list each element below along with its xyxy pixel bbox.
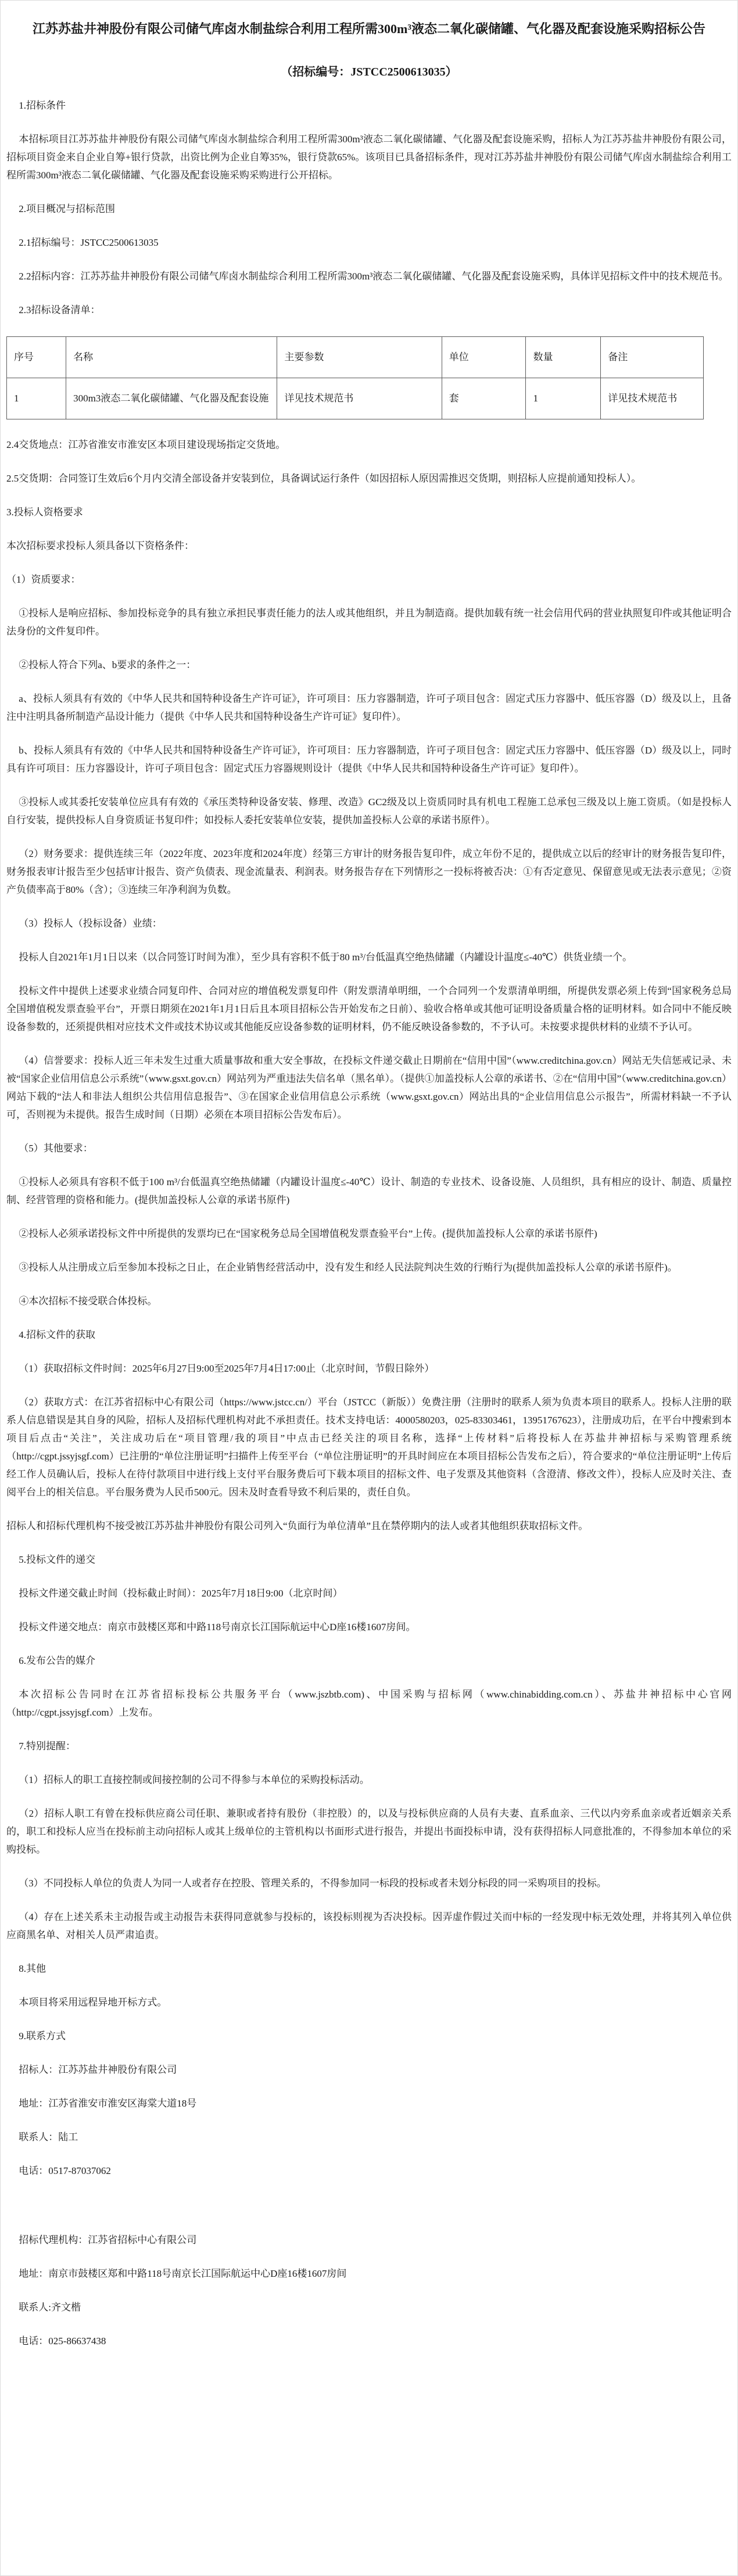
qualification-item-2b: b、投标人须具有有效的《中华人民共和国特种设备生产许可证》，许可项目：压力容器制造，许可子项目包含：固定式压力容器中、低压容器（D）级及以上，同时具有许可项目：压力容器设计，许可子项目包含：固定式压力容器规则设计（提供《中华人民共和国特种设备生产许可证》复印件）。 bbox=[6, 745, 732, 774]
qualification-item-3: ③投标人或其委托安装单位应具有有效的《承压类特种设备安装、修理、改造》GC2级及以上资质同时具有机电工程施工总承包三级及以上施工资质。（如是投标人自行安装，提供投标人自身资质证书复印件；如投标人委托安装单位安装，提供加盖投标人公章的承诺书原件）。 bbox=[6, 797, 732, 826]
reminder-1: （1）招标人的职工直接控制或间接控制的公司不得参与本单位的采购投标活动。 bbox=[19, 1774, 370, 1785]
financial-requirement: （2）财务要求：提供连续三年（2022年度、2023年度和2024年度）经第三方审计的财务报告复印件，成立年份不足的，提供成立以后的经审计的财务报告复印件，财务报表审计报告至少包括审计报告、资产负债表、现金流量表、利润表。财务报告存在下列情形之一投标将被否决：①有否定意见、保留意见或无法表示意见；②资产负债率高于80%（含）；③连续三年净利润为负数。 bbox=[6, 848, 732, 895]
document-obtain-method: （2）获取方式：在江苏省招标中心有限公司（https://www.jstcc.cn/）平台（JSTCC（新版））免费注册（注册时的联系人须为负责本项目的联系人。投标人注册的联系人信息错误是其自身的风险，招标人及招标代理机构对此不承担责任。技术支持电话：4000580203，025-83303461，13951767623），注册成功后，在平台中搜索到本项目后点击“关注”，关注成功后在“项目管理/我的项目”中点击已经关注的项目名称，选择“上传材料”后将投标人在苏盐井神招标与采购管理系统（http://cgpt.jssyjsgf.com）已注册的“单位注册证明”扫描件上传至平台（“单位注册证明”的开具时间应在本项目招标公告发布之后），符合要求的“单位注册证明”上传后经工作人员确认后，投标人在待付款项目中进行线上支付平台服务费后可下载本项目的招标文件、电子发票及其他资料（含澄清、修改文件），投标人应及时关注、查阅平台上的相关信息。平台服务费为人民币500元。因未及时查看导致不利后果的，责任自负。 bbox=[6, 1397, 732, 1498]
other-requirement-1: ①投标人必须具有容积不低于100 m³/台低温真空绝热储罐（内罐设计温度≤-40℃）设计、制造的专业技术、设备设施、人员组织，具有相应的设计、制造、质量控制、经营管理的资格和能力。(提供加盖投标人公章的承诺书原件) bbox=[6, 1176, 732, 1206]
reminder-2: （2）招标人职工有曾在投标供应商公司任职、兼职或者持有股份（非控股）的，以及与投标供应商的人员有夫妻、直系血亲、三代以内旁系血亲或者近姻亲关系的，职工和投标人应当在投标前主动向招标人或其上级单位的主管机构以书面形式进行报告，并提出书面投标申请，没有获得招标人同意批准的，不得参加本单位的采购投标。 bbox=[6, 1808, 732, 1855]
performance-requirement-label: （3）投标人（投标设备）业绩： bbox=[19, 918, 162, 929]
document-content bbox=[6, 96, 732, 2350]
qualification-item-2: ②投标人符合下列a、b要求的条件之一： bbox=[19, 659, 196, 670]
bid-submission-deadline: 投标文件递交截止时间（投标截止时间）：2025年7月18日9:00（北京时间） bbox=[19, 1588, 343, 1599]
agency-phone: 电话：025-86637438 bbox=[19, 2335, 106, 2347]
section-1-heading: 1.招标条件 bbox=[19, 100, 66, 111]
reminder-4: （4）存在上述关系未主动报告或主动报告未获得同意就参与投标的，该投标则视为否决投标。因弄虚作假过关而中标的一经发现中标无效处理，并将其列入单位供应商黑名单、对相关人员严肃追责。 bbox=[6, 1911, 732, 1940]
tenderer-name: 招标人：江苏苏盐井神股份有限公司 bbox=[19, 2064, 177, 2075]
tender-conditions-paragraph: 本招标项目江苏苏盐井神股份有限公司储气库卤水制盐综合利用工程所需300m³液态二氧化碳储罐、气化器及配套设施采购，招标人为江苏苏盐井神股份有限公司，招标项目资金来自企业自筹+银行贷款，出资比例为企业自筹35%，银行贷款65%。该项目已具备招标条件，现对江苏苏盐井神股份有限公司储气库卤水制盐综合利用工程所需300m³液态二氧化碳储罐、气化器及配套设施采购采购进行公开招标。 bbox=[6, 134, 732, 181]
qualification-requirement-label: （1）资质要求： bbox=[6, 574, 81, 585]
column-header: 主要参数 bbox=[277, 337, 442, 378]
reminder-3: （3）不同投标人单位的负责人为同一人或者存在控股、管理关系的，不得参加同一标段的投标或者未划分标段的同一采购项目的投标。 bbox=[19, 1878, 607, 1889]
delivery-period: 2.5交货期：合同签订生效后6个月内交清全部设备并安装到位，具备调试运行条件（如因招标人原因需推迟交货期，则招标人应提前通知投标人）。 bbox=[6, 473, 642, 484]
column-header: 单位 bbox=[442, 337, 526, 378]
section-6-heading: 6.发布公告的媒介 bbox=[19, 1655, 95, 1666]
other-requirement-2: ②投标人必须承诺投标文件中所提供的发票均已在“国家税务总局全国增值税发票查验平台”上传。(提供加盖投标人公章的承诺书原件) bbox=[19, 1228, 597, 1239]
table-cell: 1 bbox=[526, 378, 601, 419]
tender-number: 2.1招标编号：JSTCC2500613035 bbox=[19, 237, 159, 248]
section-7-heading: 7.特别提醒： bbox=[19, 1741, 76, 1752]
section-5-heading: 5.投标文件的递交 bbox=[19, 1554, 95, 1565]
qualification-item-1: ①投标人是响应招标、参加投标竞争的具有独立承担民事责任能力的法人或其他组织，并且为制造商。提供加载有统一社会信用代码的营业执照复印件或其他证明合法身份的文件复印件。 bbox=[6, 608, 732, 637]
section-3-heading: 3.投标人资格要求 bbox=[6, 507, 83, 518]
table-header-row bbox=[7, 337, 704, 378]
tender-number-subtitle: （招标编号：JSTCC2500613035） bbox=[281, 66, 457, 78]
section-8-heading: 8.其他 bbox=[19, 1963, 46, 1974]
blacklist-note: 招标人和招标代理机构不接受被江苏苏盐井神股份有限公司列入“负面行为单位清单”且在禁停期内的法人或者其他组织获取招标文件。 bbox=[6, 1520, 589, 1531]
section-2-heading: 2.项目概况与招标范围 bbox=[19, 203, 115, 214]
table-row bbox=[7, 378, 704, 419]
qualification-item-2a: a、投标人须具有有效的《中华人民共和国特种设备生产许可证》，许可项目：压力容器制造，许可子项目包含：固定式压力容器中、低压容器（D）级及以上，且备注中注明具备所制造产品设计能力（提供《中华人民共和国特种设备生产许可证》复印件）。 bbox=[6, 693, 732, 722]
tenderer-contact: 联系人：陆工 bbox=[19, 2132, 78, 2143]
column-header: 备注 bbox=[601, 337, 704, 378]
other-requirement-3: ③投标人从注册成立后至参加本投标之日止，在企业销售经营活动中，没有发生和经人民法院判决生效的行贿行为(提供加盖投标人公章的承诺书原件)。 bbox=[19, 1262, 678, 1273]
table-cell: 套 bbox=[442, 378, 526, 419]
remote-bid-opening-note: 本项目将采用远程异地开标方式。 bbox=[19, 1997, 167, 2008]
delivery-location: 2.4交货地点：江苏省淮安市淮安区本项目建设现场指定交货地。 bbox=[6, 439, 286, 450]
performance-evidence-requirement: 投标文件中提供上述要求业绩合同复印件、合同对应的增值税发票复印件（附发票清单明细，一个合同列一个发票清单明细，所提供发票必须上传到“国家税务总局全国增值税发票查验平台”，开票日期须在2021年1月1日后且本项目招标公告开始发布之日前）、验收合格单或其他可证明设备质量合格的证明材料。如合同中不能反映设备参数的，还须提供相对应技术文件或技术协议或其他能反应设备参数的证明材料，仍不能反映设备参数的，不予认可。未按要求提供材料的业绩不予认可。 bbox=[6, 985, 732, 1032]
column-header: 数量 bbox=[526, 337, 601, 378]
agency-contact: 联系人:齐文楷 bbox=[19, 2302, 81, 2313]
page-title: 江苏苏盐井神股份有限公司储气库卤水制盐综合利用工程所需300m³液态二氧化碳储罐、气化器及配套设施采购招标公告 bbox=[33, 21, 705, 36]
equipment-table bbox=[6, 336, 704, 419]
other-requirement-4: ④本次招标不接受联合体投标。 bbox=[19, 1296, 157, 1307]
table-cell: 详见技术规范书 bbox=[601, 378, 704, 419]
section-4-heading: 4.招标文件的获取 bbox=[19, 1329, 95, 1340]
tenderer-phone: 电话：0517-87037062 bbox=[19, 2165, 111, 2176]
table-cell: 详见技术规范书 bbox=[277, 378, 442, 419]
bid-submission-location: 投标文件递交地点：南京市鼓楼区郑和中路118号南京长江国际航运中心D座16楼1607房间。 bbox=[19, 1621, 416, 1633]
qualification-intro: 本次招标要求投标人须具备以下资格条件： bbox=[6, 540, 194, 551]
table-cell: 1 bbox=[7, 378, 66, 419]
column-header: 名称 bbox=[66, 337, 277, 378]
agency-name: 招标代理机构：江苏省招标中心有限公司 bbox=[19, 2234, 197, 2245]
performance-requirement-detail: 投标人自2021年1月1日以来（以合同签订时间为准），至少具有容积不低于80 m³/台低温真空绝热储罐（内罐设计温度≤-40℃）供货业绩一个。 bbox=[19, 952, 633, 963]
credit-requirement: （4）信誉要求：投标人近三年未发生过重大质量事故和重大安全事故，在投标文件递交截止日期前在“信用中国”（www.creditchina.gov.cn）网站无失信惩戒记录、未被“国家企业信用信息公示系统”（www.gsxt.gov.cn）网站列为严重违法失信名单（黑名单）。（提供①加盖投标人公章的承诺书、②在“信用中国”（www.creditchina.gov.cn）网站下载的“法人和非法人组织公共信用信息报告”、③在国家企业信用信息公示系统（www.gsxt.gov.cn）网站出具的“企业信用信息公示报告”，所需材料缺一不予认可，否则视为未提供。报告生成时间（日期）必须在本项目招标公告发布后）。 bbox=[6, 1055, 732, 1120]
other-requirements-label: （5）其他要求： bbox=[19, 1143, 93, 1154]
column-header: 序号 bbox=[7, 337, 66, 378]
tender-content: 2.2招标内容：江苏苏盐井神股份有限公司储气库卤水制盐综合利用工程所需300m³液态二氧化碳储罐、气化器及配套设施采购，具体详见招标文件中的技术规范书。 bbox=[19, 271, 729, 282]
tenderer-address: 地址：江苏省淮安市淮安区海棠大道18号 bbox=[19, 2098, 197, 2109]
table-cell: 300m3液态二氧化碳储罐、气化器及配套设施 bbox=[66, 378, 277, 419]
equipment-list-label: 2.3招标设备清单： bbox=[19, 304, 101, 315]
document-obtain-time: （1）获取招标文件时间：2025年6月27日9:00至2025年7月4日17:00止（北京时间，节假日除外） bbox=[19, 1363, 435, 1374]
announcement-media: 本次招标公告同时在江苏省招标投标公共服务平台（www.jszbtb.com)、中国采购与招标网（www.chinabidding.com.cn）、苏盐井神招标中心官网（http://cgpt.jssyjsgf.com）上发布。 bbox=[6, 1689, 732, 1718]
section-9-heading: 9.联系方式 bbox=[19, 2030, 66, 2042]
agency-address: 地址：南京市鼓楼区郑和中路118号南京长江国际航运中心D座16楼1607房间 bbox=[19, 2268, 347, 2279]
